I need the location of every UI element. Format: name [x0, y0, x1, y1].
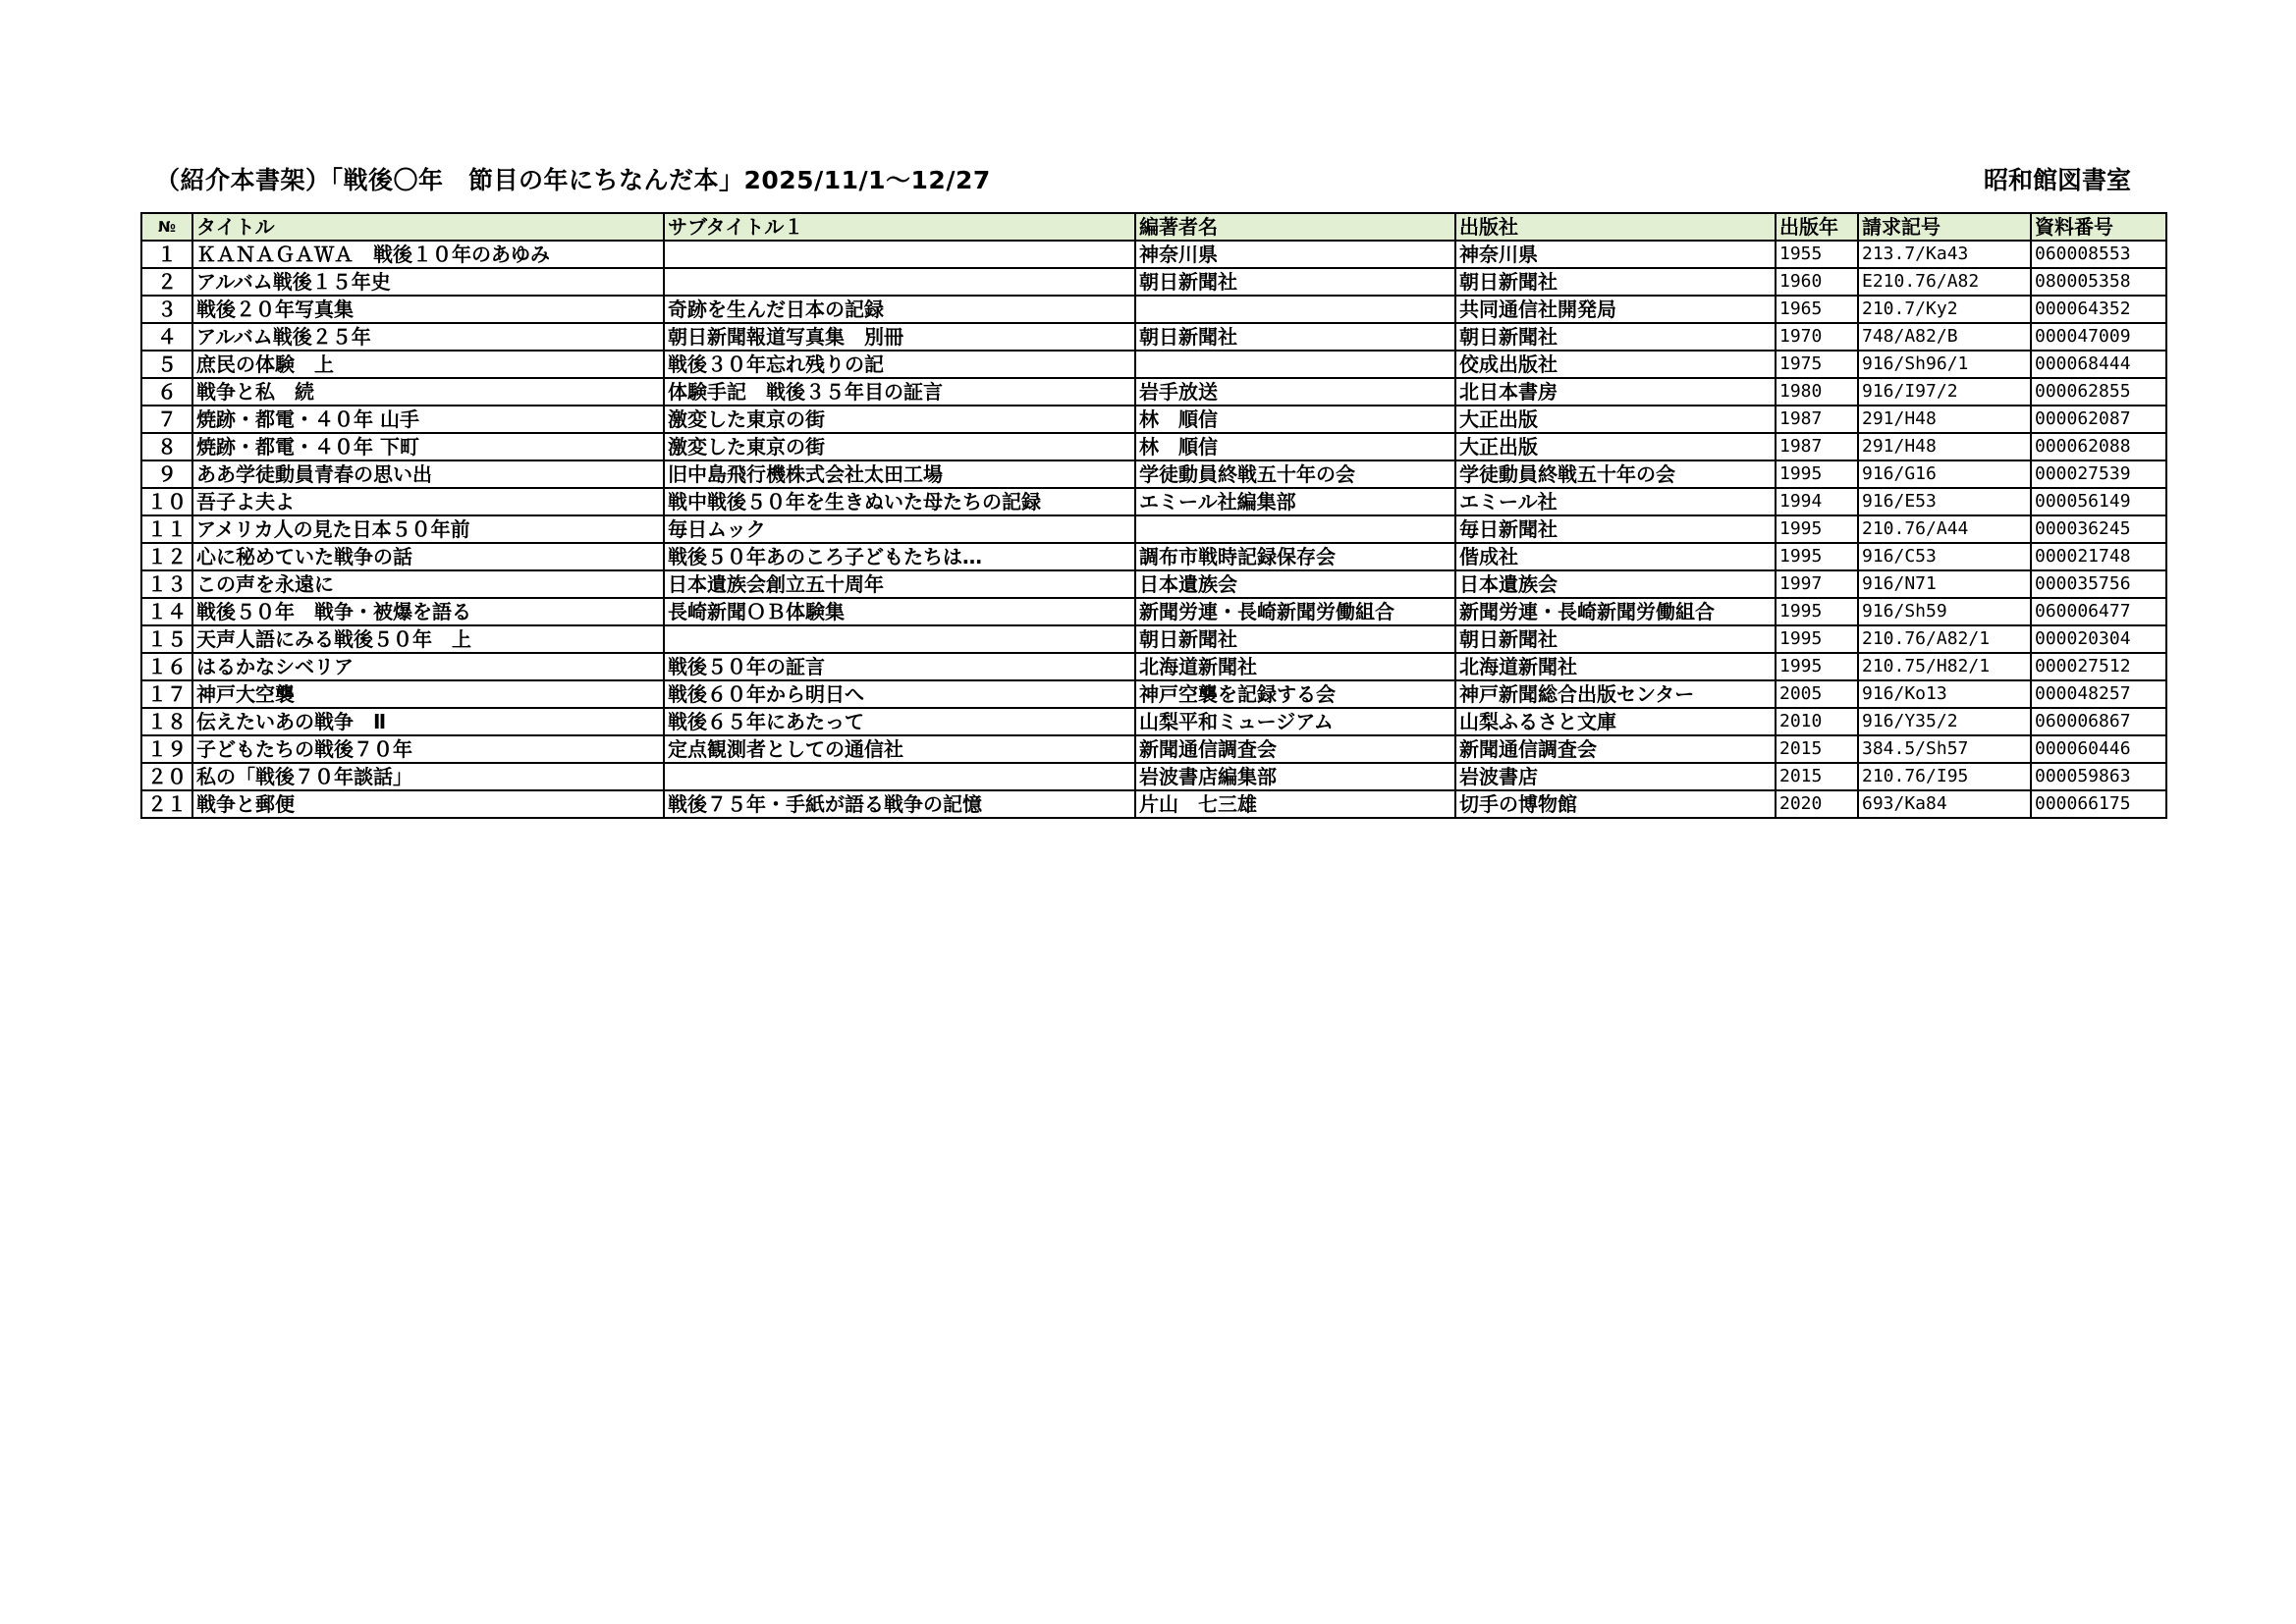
cell-subtitle: 戦後６５年にあたって — [664, 708, 1135, 735]
col-header-title: タイトル — [192, 213, 664, 241]
cell-publisher: 偕成社 — [1455, 543, 1776, 570]
cell-item-number: 000064352 — [2031, 296, 2166, 323]
cell-no: ４ — [141, 323, 192, 351]
cell-author: 朝日新聞社 — [1135, 625, 1455, 653]
cell-year: 1980 — [1776, 378, 1858, 406]
cell-author: 新聞通信調査会 — [1135, 735, 1455, 763]
cell-year: 2005 — [1776, 680, 1858, 708]
cell-year: 1965 — [1776, 296, 1858, 323]
cell-call-number: 210.76/I95 — [1858, 763, 2031, 790]
table-row — [141, 543, 2166, 570]
cell-author: 北海道新聞社 — [1135, 653, 1455, 680]
cell-no: １ — [141, 241, 192, 268]
cell-publisher: 神奈川県 — [1455, 241, 1776, 268]
cell-year: 1995 — [1776, 515, 1858, 543]
cell-subtitle: 奇跡を生んだ日本の記録 — [664, 296, 1135, 323]
cell-title: 私の「戦後７０年談話」 — [192, 763, 664, 790]
cell-item-number: 000066175 — [2031, 790, 2166, 818]
cell-author: エミール社編集部 — [1135, 488, 1455, 515]
cell-item-number: 000020304 — [2031, 625, 2166, 653]
cell-title: 戦争と私 続 — [192, 378, 664, 406]
cell-year: 1994 — [1776, 488, 1858, 515]
cell-publisher: 佼成出版社 — [1455, 351, 1776, 378]
cell-subtitle: 激変した東京の街 — [664, 433, 1135, 460]
table-row — [141, 735, 2166, 763]
cell-title: 焼跡・都電・４０年 山手 — [192, 406, 664, 433]
cell-subtitle: 激変した東京の街 — [664, 406, 1135, 433]
cell-publisher: 朝日新聞社 — [1455, 323, 1776, 351]
cell-no: １４ — [141, 598, 192, 625]
cell-no: ２０ — [141, 763, 192, 790]
cell-no: １３ — [141, 570, 192, 598]
cell-publisher: 共同通信社開発局 — [1455, 296, 1776, 323]
cell-publisher: 朝日新聞社 — [1455, 625, 1776, 653]
table-row — [141, 625, 2166, 653]
cell-title: はるかなシベリア — [192, 653, 664, 680]
cell-publisher: 新聞労連・長崎新聞労働組合 — [1455, 598, 1776, 625]
cell-call-number: 916/N71 — [1858, 570, 2031, 598]
cell-subtitle — [664, 268, 1135, 296]
cell-item-number: 000062087 — [2031, 406, 2166, 433]
cell-no: １９ — [141, 735, 192, 763]
library-name: 昭和館図書室 — [1984, 166, 2132, 194]
cell-subtitle: 戦後５０年あのころ子どもたちは… — [664, 543, 1135, 570]
table-row — [141, 570, 2166, 598]
cell-title: この声を永遠に — [192, 570, 664, 598]
table-row — [141, 351, 2166, 378]
table-row — [141, 708, 2166, 735]
header-row — [141, 213, 2166, 241]
cell-call-number: 210.7/Ky2 — [1858, 296, 2031, 323]
cell-author — [1135, 515, 1455, 543]
cell-call-number: 748/A82/B — [1858, 323, 2031, 351]
cell-year: 1995 — [1776, 653, 1858, 680]
table-row — [141, 406, 2166, 433]
cell-year: 1960 — [1776, 268, 1858, 296]
cell-author — [1135, 351, 1455, 378]
cell-item-number: 000056149 — [2031, 488, 2166, 515]
cell-author: 林 順信 — [1135, 433, 1455, 460]
col-header-author: 編著者名 — [1135, 213, 1455, 241]
table-row — [141, 460, 2166, 488]
cell-publisher: 朝日新聞社 — [1455, 268, 1776, 296]
cell-year: 1970 — [1776, 323, 1858, 351]
cell-author: 学徒動員終戦五十年の会 — [1135, 460, 1455, 488]
cell-title: 神戸大空襲 — [192, 680, 664, 708]
table-row — [141, 598, 2166, 625]
cell-author: 神奈川県 — [1135, 241, 1455, 268]
cell-author: 岩波書店編集部 — [1135, 763, 1455, 790]
cell-publisher: 大正出版 — [1455, 406, 1776, 433]
table-row — [141, 296, 2166, 323]
cell-author: 朝日新聞社 — [1135, 268, 1455, 296]
cell-call-number: 916/Y35/2 — [1858, 708, 2031, 735]
col-header-item-number: 資料番号 — [2031, 213, 2166, 241]
cell-publisher: 新聞通信調査会 — [1455, 735, 1776, 763]
cell-no: ７ — [141, 406, 192, 433]
cell-item-number: 000027539 — [2031, 460, 2166, 488]
cell-no: １２ — [141, 543, 192, 570]
cell-call-number: 384.5/Sh57 — [1858, 735, 2031, 763]
cell-call-number: 291/H48 — [1858, 406, 2031, 433]
cell-year: 1987 — [1776, 433, 1858, 460]
cell-year: 1995 — [1776, 543, 1858, 570]
cell-title: 心に秘めていた戦争の話 — [192, 543, 664, 570]
table-row — [141, 488, 2166, 515]
cell-year: 1995 — [1776, 598, 1858, 625]
cell-no: ６ — [141, 378, 192, 406]
cell-call-number: 693/Ka84 — [1858, 790, 2031, 818]
cell-title: 戦争と郵便 — [192, 790, 664, 818]
cell-year: 1987 — [1776, 406, 1858, 433]
cell-item-number: 000062855 — [2031, 378, 2166, 406]
cell-author: 山梨平和ミュージアム — [1135, 708, 1455, 735]
cell-title: ＫＡＮＡＧＡＷＡ 戦後１０年のあゆみ — [192, 241, 664, 268]
cell-subtitle: 旧中島飛行機株式会社太田工場 — [664, 460, 1135, 488]
col-header-subtitle: サブタイトル１ — [664, 213, 1135, 241]
cell-item-number: 060006477 — [2031, 598, 2166, 625]
cell-publisher: 山梨ふるさと文庫 — [1455, 708, 1776, 735]
cell-year: 2015 — [1776, 735, 1858, 763]
cell-author: 日本遺族会 — [1135, 570, 1455, 598]
col-header-year: 出版年 — [1776, 213, 1858, 241]
cell-subtitle: 定点観測者としての通信社 — [664, 735, 1135, 763]
cell-author: 調布市戦時記録保存会 — [1135, 543, 1455, 570]
cell-subtitle — [664, 763, 1135, 790]
table-row — [141, 378, 2166, 406]
cell-subtitle: 体験手記 戦後３５年目の証言 — [664, 378, 1135, 406]
table-row — [141, 515, 2166, 543]
cell-year: 1955 — [1776, 241, 1858, 268]
cell-author: 神戸空襲を記録する会 — [1135, 680, 1455, 708]
cell-call-number: 916/I97/2 — [1858, 378, 2031, 406]
cell-item-number: 000035756 — [2031, 570, 2166, 598]
cell-year: 1995 — [1776, 625, 1858, 653]
cell-year: 1995 — [1776, 460, 1858, 488]
table-row — [141, 241, 2166, 268]
cell-no: １７ — [141, 680, 192, 708]
cell-author: 新聞労連・長崎新聞労働組合 — [1135, 598, 1455, 625]
cell-publisher: 神戸新聞総合出版センター — [1455, 680, 1776, 708]
cell-item-number: 000060446 — [2031, 735, 2166, 763]
cell-year: 1997 — [1776, 570, 1858, 598]
cell-publisher: 学徒動員終戦五十年の会 — [1455, 460, 1776, 488]
cell-title: 子どもたちの戦後７０年 — [192, 735, 664, 763]
book-table — [140, 212, 2167, 819]
table-row — [141, 268, 2166, 296]
cell-publisher: 切手の博物館 — [1455, 790, 1776, 818]
cell-call-number: 916/C53 — [1858, 543, 2031, 570]
cell-no: ２ — [141, 268, 192, 296]
cell-author — [1135, 296, 1455, 323]
cell-no: ８ — [141, 433, 192, 460]
cell-call-number: 210.76/A44 — [1858, 515, 2031, 543]
cell-call-number: 291/H48 — [1858, 433, 2031, 460]
cell-call-number: 213.7/Ka43 — [1858, 241, 2031, 268]
cell-item-number: 000062088 — [2031, 433, 2166, 460]
col-header-publisher: 出版社 — [1455, 213, 1776, 241]
cell-item-number: 000068444 — [2031, 351, 2166, 378]
cell-subtitle: 戦後７５年・手紙が語る戦争の記憶 — [664, 790, 1135, 818]
table-row — [141, 653, 2166, 680]
cell-subtitle — [664, 625, 1135, 653]
cell-publisher: 北海道新聞社 — [1455, 653, 1776, 680]
cell-year: 2015 — [1776, 763, 1858, 790]
col-header-call-number: 請求記号 — [1858, 213, 2031, 241]
cell-item-number: 000036245 — [2031, 515, 2166, 543]
cell-item-number: 060008553 — [2031, 241, 2166, 268]
cell-publisher: 毎日新聞社 — [1455, 515, 1776, 543]
cell-subtitle: 朝日新聞報道写真集 別冊 — [664, 323, 1135, 351]
cell-title: アルバム戦後１５年史 — [192, 268, 664, 296]
cell-subtitle — [664, 241, 1135, 268]
cell-title: 庶民の体験 上 — [192, 351, 664, 378]
cell-call-number: 210.75/H82/1 — [1858, 653, 2031, 680]
cell-item-number: 000027512 — [2031, 653, 2166, 680]
cell-call-number: 916/G16 — [1858, 460, 2031, 488]
table-row — [141, 763, 2166, 790]
cell-no: １８ — [141, 708, 192, 735]
table-row — [141, 790, 2166, 818]
cell-title: アルバム戦後２５年 — [192, 323, 664, 351]
cell-title: 戦後５０年 戦争・被爆を語る — [192, 598, 664, 625]
cell-title: ああ学徒動員青春の思い出 — [192, 460, 664, 488]
table-row — [141, 680, 2166, 708]
cell-publisher: 大正出版 — [1455, 433, 1776, 460]
cell-title: アメリカ人の見た日本５０年前 — [192, 515, 664, 543]
cell-year: 2020 — [1776, 790, 1858, 818]
cell-subtitle: 毎日ムック — [664, 515, 1135, 543]
cell-no: ９ — [141, 460, 192, 488]
cell-no: １１ — [141, 515, 192, 543]
cell-item-number: 000059863 — [2031, 763, 2166, 790]
cell-author: 片山 七三雄 — [1135, 790, 1455, 818]
cell-call-number: 916/Sh96/1 — [1858, 351, 2031, 378]
cell-no: ５ — [141, 351, 192, 378]
cell-publisher: エミール社 — [1455, 488, 1776, 515]
col-header-no: № — [141, 213, 192, 241]
cell-publisher: 岩波書店 — [1455, 763, 1776, 790]
cell-item-number: 060006867 — [2031, 708, 2166, 735]
cell-item-number: 000047009 — [2031, 323, 2166, 351]
page-title: （紹介本書架）「戦後〇年 節目の年にちなんだ本」2025/11/1～12/27 — [155, 166, 991, 194]
cell-subtitle: 日本遺族会創立五十周年 — [664, 570, 1135, 598]
cell-subtitle: 戦後５０年の証言 — [664, 653, 1135, 680]
cell-no: １０ — [141, 488, 192, 515]
cell-call-number: 210.76/A82/1 — [1858, 625, 2031, 653]
cell-title: 吾子よ夫よ — [192, 488, 664, 515]
cell-item-number: 000021748 — [2031, 543, 2166, 570]
cell-subtitle: 戦後３０年忘れ残りの記 — [664, 351, 1135, 378]
cell-subtitle: 長崎新聞ＯＢ体験集 — [664, 598, 1135, 625]
cell-no: ３ — [141, 296, 192, 323]
cell-title: 天声人語にみる戦後５０年 上 — [192, 625, 664, 653]
cell-title: 戦後２０年写真集 — [192, 296, 664, 323]
cell-title: 焼跡・都電・４０年 下町 — [192, 433, 664, 460]
cell-no: １６ — [141, 653, 192, 680]
cell-year: 1975 — [1776, 351, 1858, 378]
cell-subtitle: 戦中戦後５０年を生きぬいた母たちの記録 — [664, 488, 1135, 515]
cell-subtitle: 戦後６０年から明日へ — [664, 680, 1135, 708]
cell-author: 林 順信 — [1135, 406, 1455, 433]
table-row — [141, 433, 2166, 460]
cell-author: 岩手放送 — [1135, 378, 1455, 406]
cell-publisher: 北日本書房 — [1455, 378, 1776, 406]
cell-year: 2010 — [1776, 708, 1858, 735]
cell-title: 伝えたいあの戦争 Ⅱ — [192, 708, 664, 735]
cell-item-number: 080005358 — [2031, 268, 2166, 296]
cell-no: ２１ — [141, 790, 192, 818]
cell-call-number: 916/Ko13 — [1858, 680, 2031, 708]
cell-author: 朝日新聞社 — [1135, 323, 1455, 351]
cell-no: １５ — [141, 625, 192, 653]
table-row — [141, 323, 2166, 351]
cell-call-number: 916/E53 — [1858, 488, 2031, 515]
cell-publisher: 日本遺族会 — [1455, 570, 1776, 598]
cell-call-number: E210.76/A82 — [1858, 268, 2031, 296]
cell-call-number: 916/Sh59 — [1858, 598, 2031, 625]
cell-item-number: 000048257 — [2031, 680, 2166, 708]
